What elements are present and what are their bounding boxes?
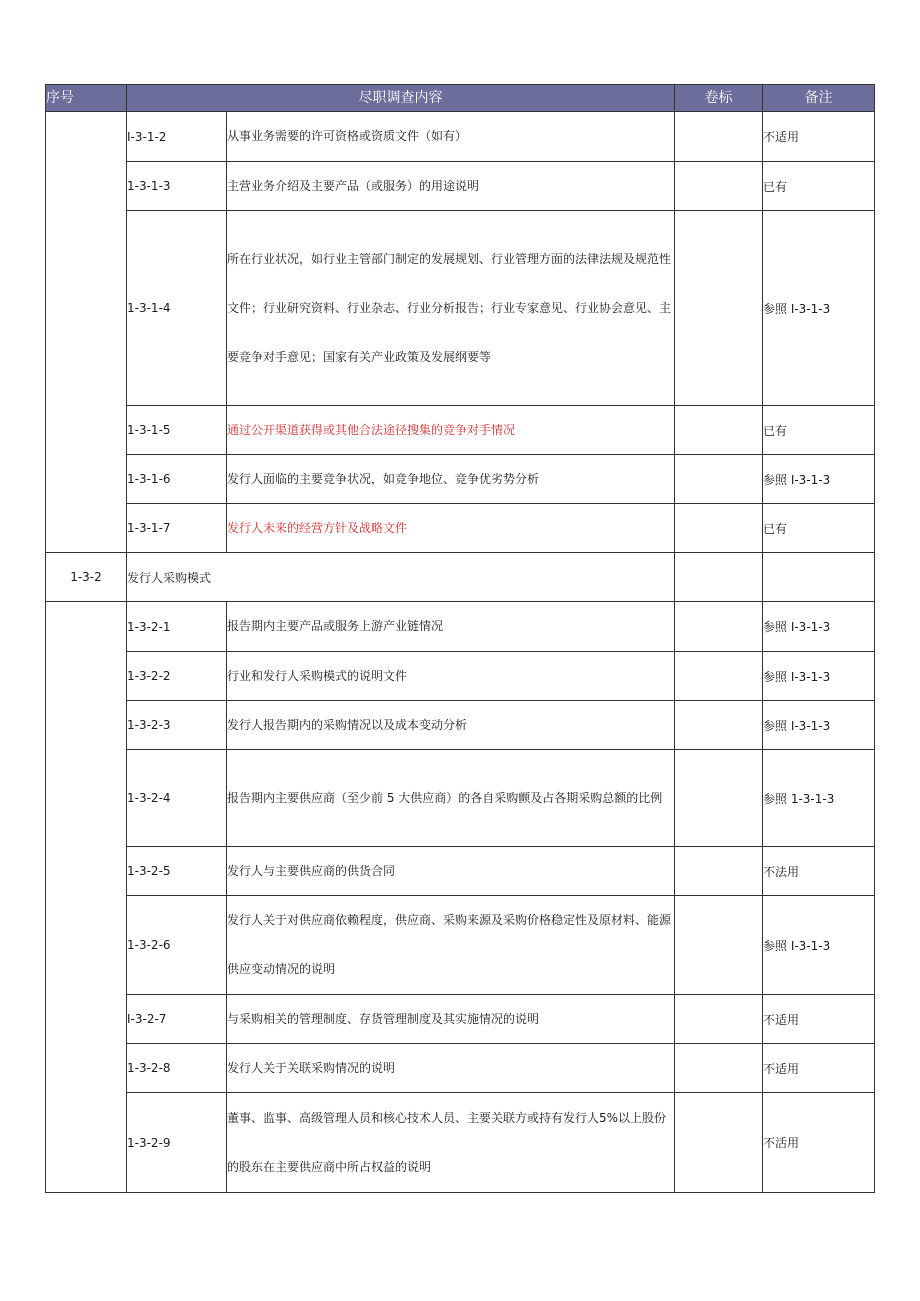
table-row bbox=[46, 602, 875, 652]
item-note: 参照 1-3-1-3 bbox=[763, 750, 875, 847]
item-note: 不适用 bbox=[763, 995, 875, 1044]
table-header-row bbox=[46, 85, 875, 112]
volume-cell bbox=[675, 162, 763, 211]
table-row bbox=[46, 504, 875, 553]
item-description: 发行人面临的主要竞争状况，如竞争地位、竞争优劣势分析 bbox=[227, 455, 675, 504]
item-description: 发行人与主要供应商的供货合同 bbox=[227, 847, 675, 896]
item-code: I-3-2-7 bbox=[127, 995, 227, 1044]
table-row bbox=[46, 1044, 875, 1093]
section-title: 发行人采购模式 bbox=[127, 553, 675, 602]
volume-cell bbox=[675, 602, 763, 652]
item-code: 1-3-2-9 bbox=[127, 1093, 227, 1193]
item-description: 发行人报告期内的采购情况以及成本变动分析 bbox=[227, 701, 675, 750]
item-note: 不适用 bbox=[763, 112, 875, 162]
volume-cell bbox=[675, 1093, 763, 1193]
volume-cell bbox=[675, 112, 763, 162]
due-diligence-table bbox=[45, 84, 875, 1193]
volume-cell bbox=[675, 504, 763, 553]
volume-cell bbox=[675, 995, 763, 1044]
volume-cell bbox=[675, 1044, 763, 1093]
item-note: 参照 I-3-1-3 bbox=[763, 701, 875, 750]
item-description: 发行人关于对供应商依赖程度，供应商、采购来源及采购价格稳定性及原材料、能源供应变动情况的说明 bbox=[227, 896, 675, 995]
item-note: 参照 I-3-1-3 bbox=[763, 211, 875, 406]
item-description: 董事、监事、高级管理人员和核心技术人员、主要关联方或持有发行人5%以上股份的股东在主要供应商中所占权益的说明 bbox=[227, 1093, 675, 1193]
item-description: 通过公开渠道获得或其他合法途径搜集的竞争对手情况 bbox=[227, 406, 675, 455]
item-code: 1-3-1-3 bbox=[127, 162, 227, 211]
table-row bbox=[46, 652, 875, 701]
volume-cell bbox=[675, 553, 763, 602]
item-note: 参照 I-3-1-3 bbox=[763, 652, 875, 701]
item-note: 不适用 bbox=[763, 1044, 875, 1093]
volume-cell bbox=[675, 701, 763, 750]
table-row bbox=[46, 112, 875, 162]
item-description: 所在行业状况，如行业主管部门制定的发展规划、行业管理方面的法律法规及规范性文件；行业研究资料、行业杂志、行业分析报告；行业专家意见、行业协会意见、主要竞争对手意见；国家有关产业政策及发展纲要等 bbox=[227, 211, 675, 406]
item-code: 1-3-2-3 bbox=[127, 701, 227, 750]
table-row bbox=[46, 701, 875, 750]
table-row bbox=[46, 406, 875, 455]
item-description: 报告期内主要供应商（至少前 5 大供应商）的各自采购颤及占各期采购总额的比例 bbox=[227, 750, 675, 847]
table-row bbox=[46, 847, 875, 896]
volume-cell bbox=[675, 211, 763, 406]
note-cell-empty bbox=[763, 553, 875, 602]
table-row bbox=[46, 995, 875, 1044]
item-code: 1-3-2-4 bbox=[127, 750, 227, 847]
item-note: 参照 I-3-1-3 bbox=[763, 602, 875, 652]
item-description: 报告期内主要产品或服务上游产业链情况 bbox=[227, 602, 675, 652]
table-row bbox=[46, 211, 875, 406]
volume-cell bbox=[675, 896, 763, 995]
item-code: 1-3-1-6 bbox=[127, 455, 227, 504]
seq-cell-empty bbox=[46, 602, 127, 1193]
table-row bbox=[46, 896, 875, 995]
header-note: 备注 bbox=[763, 85, 875, 112]
item-description: 发行人未来的经营方针及战略文件 bbox=[227, 504, 675, 553]
item-note: 参照 I-3-1-3 bbox=[763, 896, 875, 995]
item-code: 1-3-1-4 bbox=[127, 211, 227, 406]
section-number: 1-3-2 bbox=[46, 553, 127, 602]
item-code: 1-3-2-1 bbox=[127, 602, 227, 652]
volume-cell bbox=[675, 847, 763, 896]
item-code: 1-3-2-6 bbox=[127, 896, 227, 995]
header-seq: 序号 bbox=[46, 85, 127, 112]
table-row bbox=[46, 162, 875, 211]
seq-cell-empty bbox=[46, 112, 127, 553]
volume-cell bbox=[675, 455, 763, 504]
volume-cell bbox=[675, 406, 763, 455]
item-description: 从事业务需要的许可资格或资质文件（如有） bbox=[227, 112, 675, 162]
volume-cell bbox=[675, 652, 763, 701]
item-note: 参照 I-3-1-3 bbox=[763, 455, 875, 504]
item-note: 不活用 bbox=[763, 1093, 875, 1193]
table-row bbox=[46, 750, 875, 847]
table-row bbox=[46, 455, 875, 504]
item-note: 不法用 bbox=[763, 847, 875, 896]
section-row bbox=[46, 553, 875, 602]
item-description: 行业和发行人采购模式的说明文件 bbox=[227, 652, 675, 701]
item-code: I-3-1-2 bbox=[127, 112, 227, 162]
item-code: 1-3-1-7 bbox=[127, 504, 227, 553]
table-row bbox=[46, 1093, 875, 1193]
item-description: 主营业务介绍及主要产品（或服务）的用途说明 bbox=[227, 162, 675, 211]
item-description: 与采购相关的管理制度、存货管理制度及其实施情况的说明 bbox=[227, 995, 675, 1044]
item-description: 发行人关于关联采购情况的说明 bbox=[227, 1044, 675, 1093]
item-code: 1-3-2-2 bbox=[127, 652, 227, 701]
item-code: 1-3-2-5 bbox=[127, 847, 227, 896]
item-note: 已有 bbox=[763, 406, 875, 455]
item-code: 1-3-1-5 bbox=[127, 406, 227, 455]
header-volume: 卷标 bbox=[675, 85, 763, 112]
item-code: 1-3-2-8 bbox=[127, 1044, 227, 1093]
item-note: 已有 bbox=[763, 504, 875, 553]
header-content: 尽职调查内容 bbox=[127, 85, 675, 112]
item-note: 已有 bbox=[763, 162, 875, 211]
volume-cell bbox=[675, 750, 763, 847]
